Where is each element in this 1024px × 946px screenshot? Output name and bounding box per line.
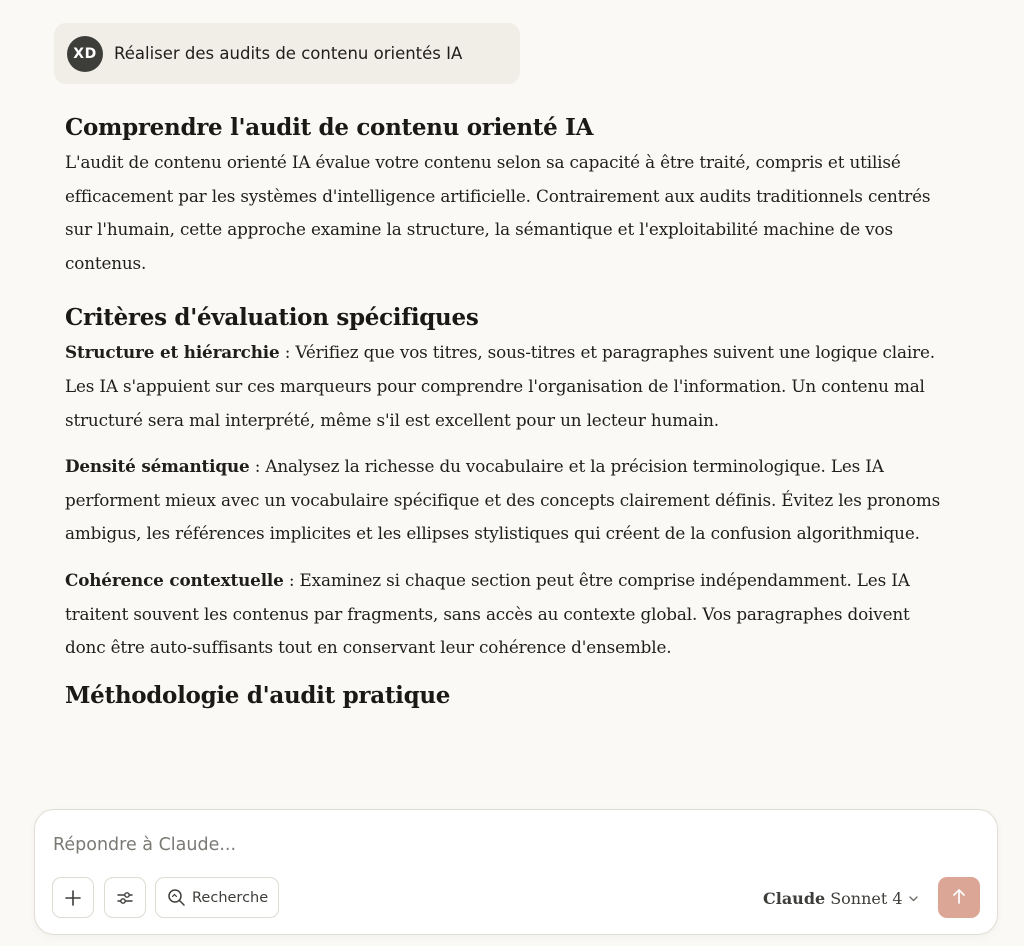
model-selector[interactable]: [763, 886, 919, 910]
chevron-down-icon: [908, 889, 919, 908]
criterion-term: Cohérence contextuelle: [65, 569, 284, 590]
search-icon: [167, 888, 186, 907]
intro-paragraph: L'audit de contenu orienté IA évalue votre contenu selon sa capacité à être traité, compris et utilisé efficacement par les systèmes d'intelligence artificielle. Contrairement aux audits traditionnels centrés sur l'humain, cette approche examine la structure, la sémantique et l'exploitabilité machine de vos contenus.: [65, 152, 931, 273]
research-button[interactable]: [155, 877, 279, 918]
sliders-icon: [116, 889, 134, 907]
section-heading-understanding: Comprendre l'audit de contenu orienté IA: [65, 114, 594, 141]
criterion-term: Structure et hiérarchie: [65, 342, 280, 363]
criterion-semantic-density: [65, 450, 945, 551]
criterion-text: : Analysez la richesse du vocabulaire et la précision terminologique. Les IA performent mieux avec un vocabulaire spécifique et des concepts clairement définis. Évitez les pronoms ambigus, les références implicites et les ellipses stylistiques qui créent de la confusion algorithmique.: [65, 456, 941, 544]
criterion-context-coherence: [65, 564, 945, 665]
reply-input[interactable]: [53, 830, 753, 860]
user-avatar: XD: [67, 36, 103, 72]
criterion-text: : Vérifiez que vos titres, sous-titres et paragraphes suivent une logique claire. Les IA s'appuient sur ces marqueurs pour comprendre l'organisation de l'information. Un contenu mal structuré sera mal interprété, même s'il est excellent pour un lecteur humain.: [65, 342, 935, 430]
message-composer: [34, 809, 998, 935]
criterion-structure: [65, 336, 945, 437]
user-message-text: Réaliser des audits de contenu orientés IA: [114, 44, 463, 63]
criterion-term: Densité sémantique: [65, 456, 250, 477]
tools-button[interactable]: [104, 877, 146, 918]
send-button[interactable]: [938, 877, 980, 918]
research-label: Recherche: [192, 889, 269, 906]
add-button[interactable]: [52, 877, 94, 918]
user-message-bubble: [54, 23, 520, 84]
model-name: Sonnet 4: [830, 888, 903, 908]
arrow-up-icon: [951, 887, 967, 909]
criterion-text: : Examinez si chaque section peut être comprise indépendamment. Les IA traitent souvent les contenus par fragments, sans accès au contexte global. Vos paragraphes doivent donc être auto-suffisants tout en conservant leur cohérence d'ensemble.: [65, 569, 910, 658]
section-heading-criteria: Critères d'évaluation spécifiques: [65, 304, 479, 332]
section-heading-methodology: Méthodologie d'audit pratique: [65, 681, 451, 709]
plus-icon: [64, 889, 82, 907]
model-brand: Claude: [763, 888, 826, 908]
assistant-response: [65, 110, 945, 714]
